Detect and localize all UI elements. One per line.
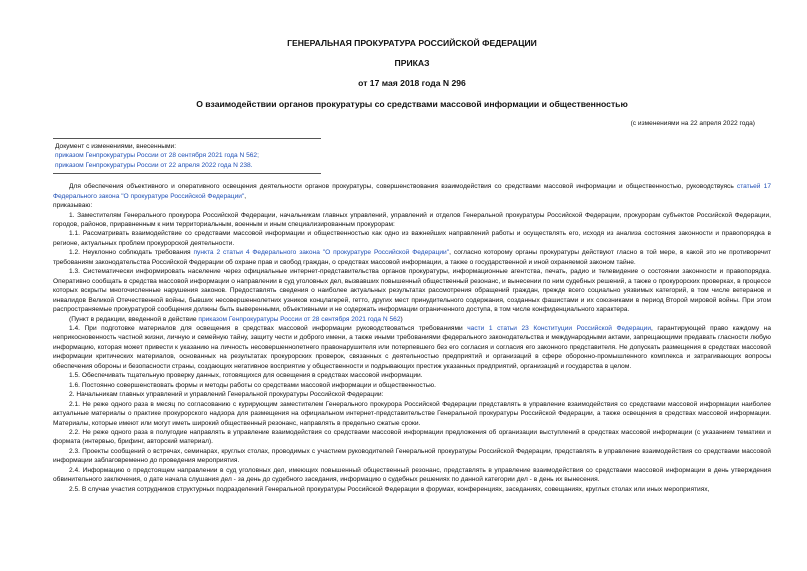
order-link-562[interactable]: приказом Генпрокуратуры России от 28 сентября 2021 года N 562 [198, 315, 401, 323]
amendments-box [53, 138, 321, 174]
text: , согласно которому органы прокуратуры действуют гласно в той мере, в какой это не противоречит требованиям законодательства Российской Федерации об охране прав и свобод граждан, о средствах массовой информации, а также о государственной и иной охраняемой законом тайне. [53, 249, 771, 266]
text: , гарантирующей право каждому на неприкосновенность частной жизни, личную и семейную тайну, защиту чести и доброго имени, а также иными требованиями федерального законодательства и международными актами, запрещающими предавать гласности любую информацию, которая может привести к указанию на личность несовершеннолетнего правонарушителя или потерпевшего без его согласия и согласия его законного представителя. Не допускать размещения в средствах массовой информации критических материалов, основанных на результатах прокурорских проверок, связанных с деятельностью предприятий и организаций в сфере оборонно-промышленного комплекса и затрагивающих вопросы обеспечения обороны и безопасности страны, создающих негативное восприятие у общественности и подрывающих престиж указанных предприятий, организаций и государства в целом. [53, 325, 771, 370]
org-heading: ГЕНЕРАЛЬНАЯ ПРОКУРАТУРА РОССИЙСКОЙ ФЕДЕРАЦИИ [287, 38, 537, 48]
text: 1.4. При подготовке материалов для освещения в средствах массовой информации руководствоваться требованиями [69, 325, 468, 333]
document [53, 0, 771, 494]
paragraph-edition-note [53, 315, 771, 324]
text: ) [400, 315, 403, 323]
paragraph-1-2 [53, 248, 771, 267]
amendment-link-1[interactable]: приказом Генпрокуратуры России от 28 сентября 2021 года N 562; [55, 152, 259, 160]
law-link-article-4[interactable]: пункта 2 статьи 4 Федерального закона "О прокуратуре Российской Федерации" [193, 249, 450, 257]
text: , [244, 192, 247, 200]
paragraph-2-4: 2.4. Информацию о предстоящем направлении в суд уголовных дел, имеющих повышенный общественный резонанс, представлять в управление взаимодействия со средствами массовой информации в день утверждения обвинительного заключения, о дате начала слушания дел - за день до судебного заседания, информацию о судебных решениях по данной категории дел - в день их вынесения. [53, 466, 771, 484]
text: Для обеспечения объективного и оперативного освещения деятельности органов прокуратуры, совершенствования взаимодействия со средствами массовой информации и общественностью, руководствуясь [69, 183, 737, 191]
paragraph-order: приказываю: [53, 202, 93, 210]
paragraph-1-1: 1.1. Рассматривать взаимодействие со средствами массовой информации и общественностью как одно из важнейших направлений работы и осуществлять его, исходя из анализа состояния законности и правопорядка в регионе, актуальных проблем прокурорской деятельности. [53, 230, 771, 247]
edition-note: (с изменениями на 22 апреля 2022 года) [630, 120, 755, 127]
paragraph-1-4 [53, 324, 771, 371]
text: 1.2. Неуклонно соблюдать требования [69, 249, 194, 257]
paragraph-2-1: 2.1. Не реже одного раза в месяц по согласованию с курирующим заместителем Генерального прокурора Российской Федерации представлять в управление взаимодействия со средствами массовой информации наиболее актуальные материалы о практике прокурорского надзора для размещения на официальном интернет-представительстве Генеральной прокуратуры Российской Федерации, а также освещения в средствах массовой информации. Материалы, которые имеют или могут иметь широкий общественный резонанс, направлять в предельно сжатые сроки. [53, 400, 771, 427]
paragraph-2: 2. Начальникам главных управлений и управлений Генеральной прокуратуры Российской Федерации: [69, 391, 384, 399]
paragraph-1-3: 1.3. Систематически информировать население через официальные интернет-представительства органов прокуратуры, информационные агентства, печать, радио и телевидение о состоянии законности и правопорядка. Оперативно сообщать в средства массовой информации о направлении в суд уголовных дел, вызвавших повышенный общественный резонанс, и вынесении по ним судебных решений, а также о прокурорских проверках, в процессе которых вскрыты многочисленные нарушения законов. Предоставлять сведения о наиболее актуальных результатах рассмотрения обращений граждан, прежде всего социально уязвимых категорий, в том числе ветеранов и инвалидов Великой Отечественной войны, бывших несовершеннолетних узников концлагерей, гетто, других мест принудительного содержания, созданных фашистами и их союзниками в период Второй мировой войны. При этом распространяемые прокуратурой сообщения должны быть выверенными, объективными и не содержать информации ограниченного доступа, в том числе конфиденциального характера. [53, 268, 771, 314]
document-title: О взаимодействии органов прокуратуры со средствами массовой информации и общественностью [196, 99, 628, 109]
document-body [53, 182, 771, 494]
constitution-link[interactable]: части 1 статьи 23 Конституции Российской Федерации [467, 325, 652, 333]
law-link-article-17[interactable]: статьей 17 Федерального закона "О прокуратуре Российской Федерации" [53, 183, 771, 200]
paragraph-1: 1. Заместителям Генерального прокурора Российской Федерации, начальникам главных управлений, управлений и отделов Генеральной прокуратуры Российской Федерации, прокурорам субъектов Российской Федерации, городов, районов, приравненным к ним территориальным, военным и иным специализированным прокурорам: [53, 211, 771, 229]
paragraph-preamble [53, 182, 771, 201]
paragraph-2-2: 2.2. Не реже одного раза в полугодие направлять в управление взаимодействия со средствами массовой информации предложения об организации выступлений в средствах массовой информации (с указанием тематики и формата (интервью, брифинг, авторский материал). [53, 429, 771, 446]
amendment-link-2[interactable]: приказом Генпрокуратуры России от 22 апреля 2022 года N 238. [55, 161, 253, 169]
doc-type-heading: ПРИКАЗ [394, 58, 430, 68]
paragraph-1-5: 1.5. Обеспечивать тщательную проверку данных, готовящихся для освещения в средствах массовой информации. [69, 372, 423, 380]
paragraph-2-3: 2.3. Проекты сообщений о встречах, семинарах, круглых столах, проводимых с участием руководителей Генеральной прокуратуры Российской Федерации, представлять в управление взаимодействия со средствами массовой информации заблаговременно до проведения мероприятия. [53, 447, 771, 465]
date-number-heading: от 17 мая 2018 года N 296 [358, 78, 466, 88]
paragraph-1-6: 1.6. Постоянно совершенствовать формы и методы работы со средствами массовой информации и общественностью. [69, 381, 436, 389]
text: (Пункт в редакции, введенной в действие [69, 315, 199, 323]
paragraph-2-5: 2.5. В случае участия сотрудников структурных подразделений Генеральной прокуратуры Российской Федерации в форумах, конференциях, заседаниях, совещаниях, круглых столах или иных мероприятиях, [69, 485, 710, 493]
amendments-intro: Документ с изменениями, внесенными: [55, 143, 177, 150]
